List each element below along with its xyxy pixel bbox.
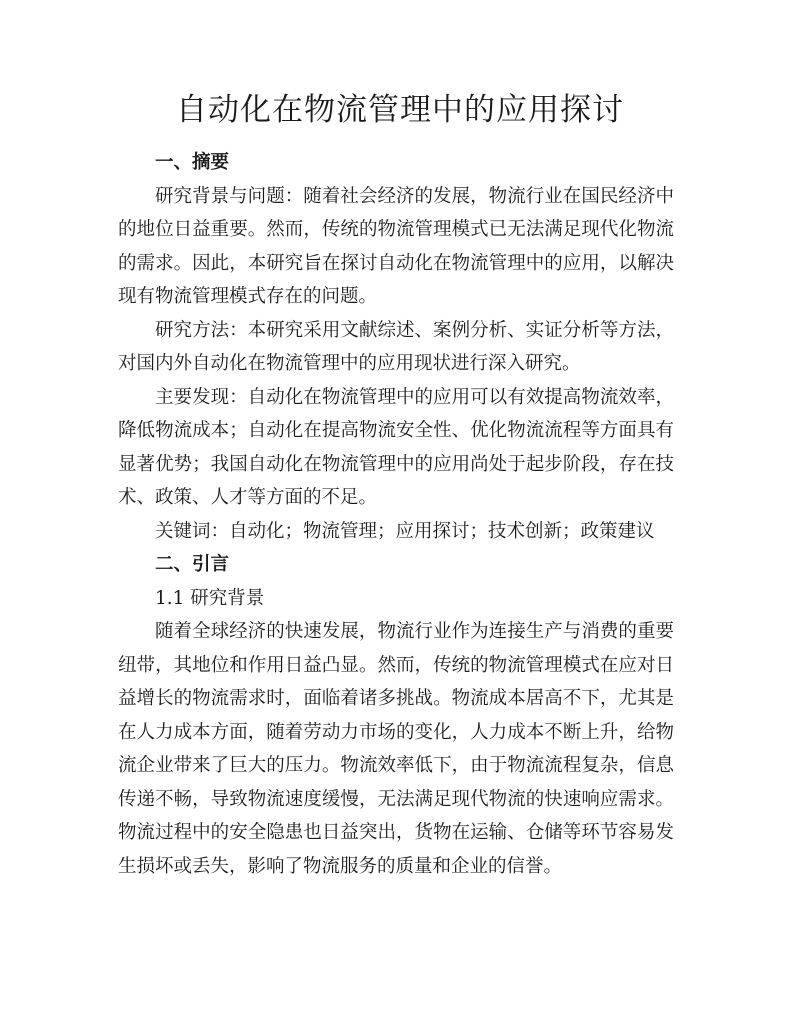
section-heading-introduction: 二、引言: [155, 554, 230, 575]
intro-paragraph: 随着全球经济的快速发展，物流行业作为连接生产与消费的重要纽带，其地位和作用日益凸显。然而，传统的物流管理模式在应对日益增长的物流需求时，面临着诸多挑战。物流成本居高不下，尤其是在人力成本方面，随着劳动力市场的变化，人力成本不断上升，给物流企业带来了巨大的压力。物流效率低下，由于物流流程复杂，信息传递不畅，导致物流速度缓慢，无法满足现代物流的快速响应需求。物流过程中的安全隐患也日益突出，货物在运输、仓储等环节容易发生损坏或丢失，影响了物流服务的质量和企业的信誉。: [118, 621, 674, 877]
abstract-method-paragraph: 研究方法：本研究采用文献综述、案例分析、实证分析等方法，对国内外自动化在物流管理中的应用现状进行深入研究。: [118, 319, 674, 374]
section-heading-abstract: 一、摘要: [155, 152, 230, 173]
document-title: 自动化在物流管理中的应用探讨: [176, 92, 624, 128]
document-body: [118, 146, 674, 883]
subsection-heading-research-background: 1.1 研究背景: [155, 587, 265, 609]
abstract-background-paragraph: 研究背景与问题：随着社会经济的发展，物流行业在国民经济中的地位日益重要。然而，传统的物流管理模式已无法满足现代化物流的需求。因此，本研究旨在探讨自动化在物流管理中的应用，以解决现有物流管理模式存在的问题。: [118, 185, 674, 307]
abstract-keywords: 关键词：自动化；物流管理；应用探讨；技术创新；政策建议: [155, 520, 655, 542]
abstract-findings-paragraph: 主要发现：自动化在物流管理中的应用可以有效提高物流效率，降低物流成本；自动化在提高物流安全性、优化物流流程等方面具有显著优势；我国自动化在物流管理中的应用尚处于起步阶段，存在技术、政策、人才等方面的不足。: [118, 386, 674, 508]
